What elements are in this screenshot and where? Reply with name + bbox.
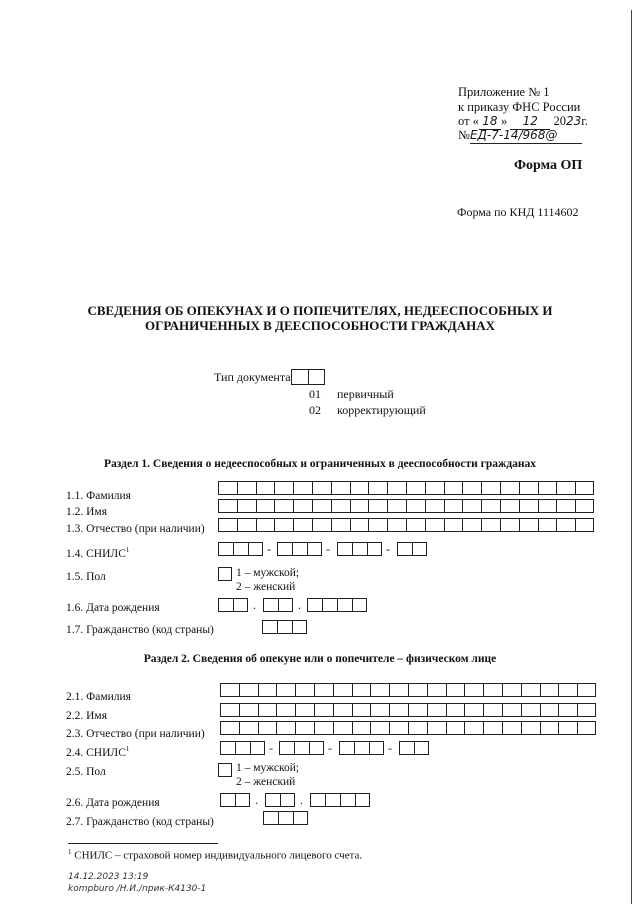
input-cell[interactable] [352,683,371,697]
input-cell[interactable] [387,499,406,513]
input-cell[interactable] [446,683,465,697]
input-cell[interactable] [540,721,559,735]
input-cell[interactable] [218,518,237,532]
input-cell[interactable] [352,542,367,556]
s2-sex-opt1: 1 – мужской; [236,762,300,774]
input-cell[interactable] [370,703,389,717]
input-cell[interactable] [294,741,309,755]
input-cell[interactable] [575,499,594,513]
input-cell[interactable] [265,793,280,807]
input-cell[interactable] [237,499,256,513]
input-cell[interactable] [322,598,337,612]
input-cell[interactable] [280,793,295,807]
input-cell[interactable] [279,741,294,755]
footnote-rule [68,843,218,844]
input-cell[interactable] [558,721,577,735]
input-cell[interactable] [354,741,369,755]
s2-surname-label: 2.1. Фамилия [66,691,131,703]
s1-citizenship-label: 1.7. Гражданство (код страны) [66,624,214,636]
input-cell[interactable] [274,518,293,532]
s1-snils-part2[interactable] [277,542,322,556]
doc-type-corrective: корректирующий [337,403,426,417]
input-cell[interactable] [387,518,406,532]
s1-birth-label: 1.6. Дата рождения [66,602,160,614]
s1-surname-field[interactable] [218,481,594,495]
input-cell[interactable] [339,741,354,755]
date-day: 18 [479,114,501,130]
input-cell[interactable] [218,481,237,495]
appendix-label: Приложение № 1 [458,85,550,99]
number-handwritten: ЕД-7-14/968@ [470,128,582,144]
input-cell[interactable] [312,499,331,513]
input-cell[interactable] [337,598,352,612]
input-cell[interactable] [406,481,425,495]
input-cell[interactable] [538,499,557,513]
input-cell[interactable] [262,620,277,634]
footnote-mark: 1 [68,848,72,856]
input-cell[interactable] [425,499,444,513]
footnote [68,848,362,862]
s2-surname-field[interactable] [220,683,596,697]
date-year-hw: 23 [565,114,582,128]
input-cell[interactable] [464,721,483,735]
input-cell[interactable] [352,703,371,717]
input-cell[interactable] [333,721,352,735]
input-cell[interactable] [295,703,314,717]
input-cell[interactable] [293,811,308,825]
s1-citizenship-field[interactable] [262,620,307,634]
input-cell[interactable] [575,481,594,495]
s1-snils-dash2: - [326,542,330,556]
s2-snils-part4[interactable] [399,741,429,755]
input-cell[interactable] [256,481,275,495]
input-cell[interactable] [333,683,352,697]
input-cell[interactable] [502,703,521,717]
input-cell[interactable] [235,793,250,807]
input-cell[interactable] [233,542,248,556]
input-cell[interactable] [295,683,314,697]
input-cell[interactable] [370,721,389,735]
input-cell[interactable] [370,683,389,697]
doc-type-code-01: 01 [309,387,321,401]
input-cell[interactable] [427,703,446,717]
s1-sex-field[interactable] [218,567,232,581]
date-prefix: от « [458,114,479,128]
input-cell[interactable] [239,683,258,697]
input-cell[interactable] [500,518,519,532]
input-cell[interactable] [425,518,444,532]
input-cell[interactable] [235,741,250,755]
input-cell[interactable] [483,721,502,735]
s2-snils-label [66,745,129,759]
order-number [458,128,582,144]
input-cell[interactable] [412,542,427,556]
input-cell[interactable] [502,721,521,735]
input-cell[interactable] [556,518,575,532]
input-cell[interactable] [274,499,293,513]
document-title-line2: ОГРАНИЧЕННЫХ В ДЕЕСПОСОБНОСТИ ГРАЖДАНАХ [145,318,495,333]
input-cell[interactable] [340,793,355,807]
input-cell[interactable] [464,703,483,717]
input-cell[interactable] [408,703,427,717]
input-cell[interactable] [519,499,538,513]
input-cell[interactable] [481,518,500,532]
s1-name-field[interactable] [218,499,594,513]
date-month: 12 [510,114,550,130]
input-cell[interactable] [427,683,446,697]
input-cell[interactable] [540,703,559,717]
input-cell[interactable] [521,721,540,735]
input-cell[interactable] [538,481,557,495]
input-cell[interactable] [307,598,322,612]
input-cell[interactable] [218,542,233,556]
input-cell[interactable] [220,683,239,697]
s2-birth-dot1: . [255,793,258,807]
input-cell[interactable] [218,499,237,513]
date-suffix: г. [581,114,589,128]
input-cell[interactable] [333,703,352,717]
input-cell[interactable] [256,499,275,513]
s1-snils-label [66,546,129,560]
section1-heading: Раздел 1. Сведения о недееспособных и ограниченных в дееспособности гражданах [103,458,537,470]
input-cell[interactable] [233,598,248,612]
input-cell[interactable] [462,481,481,495]
input-cell[interactable] [389,721,408,735]
s2-birth-dot2: . [300,793,303,807]
input-cell[interactable] [481,481,500,495]
s2-snils-dash2: - [328,741,332,755]
s1-birth-month[interactable] [263,598,293,612]
input-cell[interactable] [427,721,446,735]
input-cell[interactable] [521,703,540,717]
s2-birth-year[interactable] [310,793,370,807]
input-cell[interactable] [575,518,594,532]
s2-snils-part1[interactable] [220,741,265,755]
input-cell[interactable] [425,481,444,495]
input-cell[interactable] [331,481,350,495]
input-cell[interactable] [387,481,406,495]
input-cell[interactable] [309,741,324,755]
s2-snils-sup: 1 [125,745,130,753]
input-cell[interactable] [220,721,239,735]
s1-patronymic-field[interactable] [218,518,594,532]
input-cell[interactable] [314,683,333,697]
input-cell[interactable] [258,683,277,697]
input-cell[interactable] [307,542,322,556]
input-cell[interactable] [258,721,277,735]
input-cell[interactable] [556,481,575,495]
s1-snils-sup: 1 [125,546,130,554]
input-cell[interactable] [274,481,293,495]
input-cell[interactable] [462,499,481,513]
input-cell[interactable] [558,703,577,717]
s2-birth-day[interactable] [220,793,250,807]
s2-snils-part2[interactable] [279,741,324,755]
s1-birth-dot1: . [253,598,256,612]
input-cell[interactable] [577,683,596,697]
input-cell[interactable] [397,542,412,556]
input-cell[interactable] [519,481,538,495]
s1-birth-day[interactable] [218,598,248,612]
input-cell[interactable] [446,721,465,735]
input-cell[interactable] [350,518,369,532]
input-cell[interactable] [312,518,331,532]
input-cell[interactable] [444,499,463,513]
input-cell[interactable] [248,542,263,556]
input-cell[interactable] [464,683,483,697]
input-cell[interactable] [277,620,292,634]
s1-sex-label: 1.5. Пол [66,571,106,583]
input-cell[interactable] [331,518,350,532]
input-cell[interactable] [220,741,235,755]
s2-sex-field[interactable] [218,763,232,777]
input-cell[interactable] [352,598,367,612]
s1-snils-part1[interactable] [218,542,263,556]
input-cell[interactable] [239,721,258,735]
s2-birth-month[interactable] [265,793,295,807]
footnote-text: СНИЛС – страховой номер индивидуального лицевого счета. [74,849,363,862]
input-cell[interactable] [500,499,519,513]
s1-surname-label: 1.1. Фамилия [66,490,131,502]
input-cell[interactable] [406,518,425,532]
input-cell[interactable] [462,518,481,532]
print-stamp-time: 14.12.2023 13:19 [68,872,149,882]
input-cell[interactable] [519,518,538,532]
input-cell[interactable] [278,598,293,612]
print-stamp-path: kompburo /Н.И./прик-К4130-1 [68,884,207,894]
input-cell[interactable] [292,620,307,634]
s2-patronymic-label: 2.3. Отчество (при наличии) [66,728,205,740]
input-cell[interactable] [399,741,414,755]
s2-name-label: 2.2. Имя [66,710,107,722]
s1-patronymic-label: 1.3. Отчество (при наличии) [66,523,205,535]
input-cell[interactable] [325,793,340,807]
s2-sex-label: 2.5. Пол [66,766,106,778]
s2-citizenship-label: 2.7. Гражданство (код страны) [66,816,214,828]
s2-citizenship-field[interactable] [263,811,308,825]
input-cell[interactable] [237,481,256,495]
input-cell[interactable] [218,598,233,612]
input-cell[interactable] [276,703,295,717]
input-cell[interactable] [263,598,278,612]
input-cell[interactable] [368,481,387,495]
input-cell[interactable] [368,518,387,532]
input-cell[interactable] [406,499,425,513]
input-cell[interactable] [310,793,325,807]
s1-snils-part4[interactable] [397,542,427,556]
input-cell[interactable] [408,721,427,735]
order-line: к приказу ФНС России [458,100,581,114]
s1-name-label: 1.2. Имя [66,506,107,518]
s1-snils-dash3: - [386,542,390,556]
input-cell[interactable] [538,518,557,532]
input-cell[interactable] [500,481,519,495]
s2-snils-text: 2.4. СНИЛС [66,746,126,759]
input-cell[interactable] [369,741,384,755]
s1-sex-opt1: 1 – мужской; [236,567,300,579]
input-cell[interactable] [558,683,577,697]
input-cell[interactable] [220,793,235,807]
s1-sex-opt2: 2 – женский [236,581,296,593]
input-cell[interactable] [444,518,463,532]
input-cell[interactable] [483,703,502,717]
doc-type-field[interactable] [291,369,325,385]
s2-patronymic-field[interactable] [220,721,596,735]
input-cell[interactable] [355,793,370,807]
input-cell[interactable] [350,499,369,513]
form-name: Форма ОП [514,158,583,173]
s1-snils-part3[interactable] [337,542,382,556]
input-cell[interactable] [295,721,314,735]
s1-snils-dash1: - [267,542,271,556]
input-cell[interactable] [276,721,295,735]
input-cell[interactable] [312,481,331,495]
input-cell[interactable] [521,683,540,697]
input-cell[interactable] [389,683,408,697]
input-cell[interactable] [292,542,307,556]
s2-birth-label: 2.6. Дата рождения [66,797,160,809]
knd-code: Форма по КНД 1114602 [457,205,579,219]
input-cell[interactable] [314,721,333,735]
input-cell[interactable] [368,499,387,513]
section2-heading: Раздел 2. Сведения об опекуне или о попечителе – физическом лице [143,653,497,665]
input-cell[interactable] [556,499,575,513]
s2-sex-opt2: 2 – женский [236,776,296,788]
date-year: 20 [553,114,566,128]
document-title-line1: СВЕДЕНИЯ ОБ ОПЕКУНАХ И О ПОПЕЧИТЕЛЯХ, НЕДЕЕСПОСОБНЫХ И [87,303,553,318]
input-cell[interactable] [256,518,275,532]
input-cell[interactable] [481,499,500,513]
input-cell[interactable] [250,741,265,755]
input-cell[interactable] [220,703,239,717]
input-cell[interactable] [293,499,312,513]
input-cell[interactable] [293,481,312,495]
input-cell[interactable] [444,481,463,495]
input-cell[interactable] [331,499,350,513]
input-cell[interactable] [446,703,465,717]
input-cell[interactable] [263,811,278,825]
input-cell[interactable] [414,741,429,755]
input-cell[interactable] [277,542,292,556]
input-cell[interactable] [258,703,277,717]
doc-type-primary: первичный [337,387,394,401]
input-cell[interactable] [577,721,596,735]
input-cell[interactable] [350,481,369,495]
input-cell[interactable] [293,518,312,532]
input-cell[interactable] [408,683,427,697]
input-cell[interactable] [314,703,333,717]
doc-type-code-02: 02 [309,403,321,417]
s2-name-field[interactable] [220,703,596,717]
number-prefix: № [458,128,470,142]
scan-edge [631,10,632,904]
input-cell[interactable] [577,703,596,717]
s1-snils-text: 1.4. СНИЛС [66,547,126,560]
input-cell[interactable] [352,721,371,735]
input-cell[interactable] [239,703,258,717]
input-cell[interactable] [237,518,256,532]
date-mid: » [500,114,508,128]
s2-snils-part3[interactable] [339,741,384,755]
input-cell[interactable] [337,542,352,556]
s2-snils-dash1: - [269,741,273,755]
input-cell[interactable] [483,683,502,697]
input-cell[interactable] [540,683,559,697]
input-cell[interactable] [367,542,382,556]
input-cell[interactable] [276,683,295,697]
s1-birth-dot2: . [298,598,301,612]
input-cell[interactable] [278,811,293,825]
input-cell[interactable] [389,703,408,717]
s1-birth-year[interactable] [307,598,367,612]
s2-snils-dash3: - [388,741,392,755]
input-cell[interactable] [502,683,521,697]
doc-type-label: Тип документа [214,370,291,384]
